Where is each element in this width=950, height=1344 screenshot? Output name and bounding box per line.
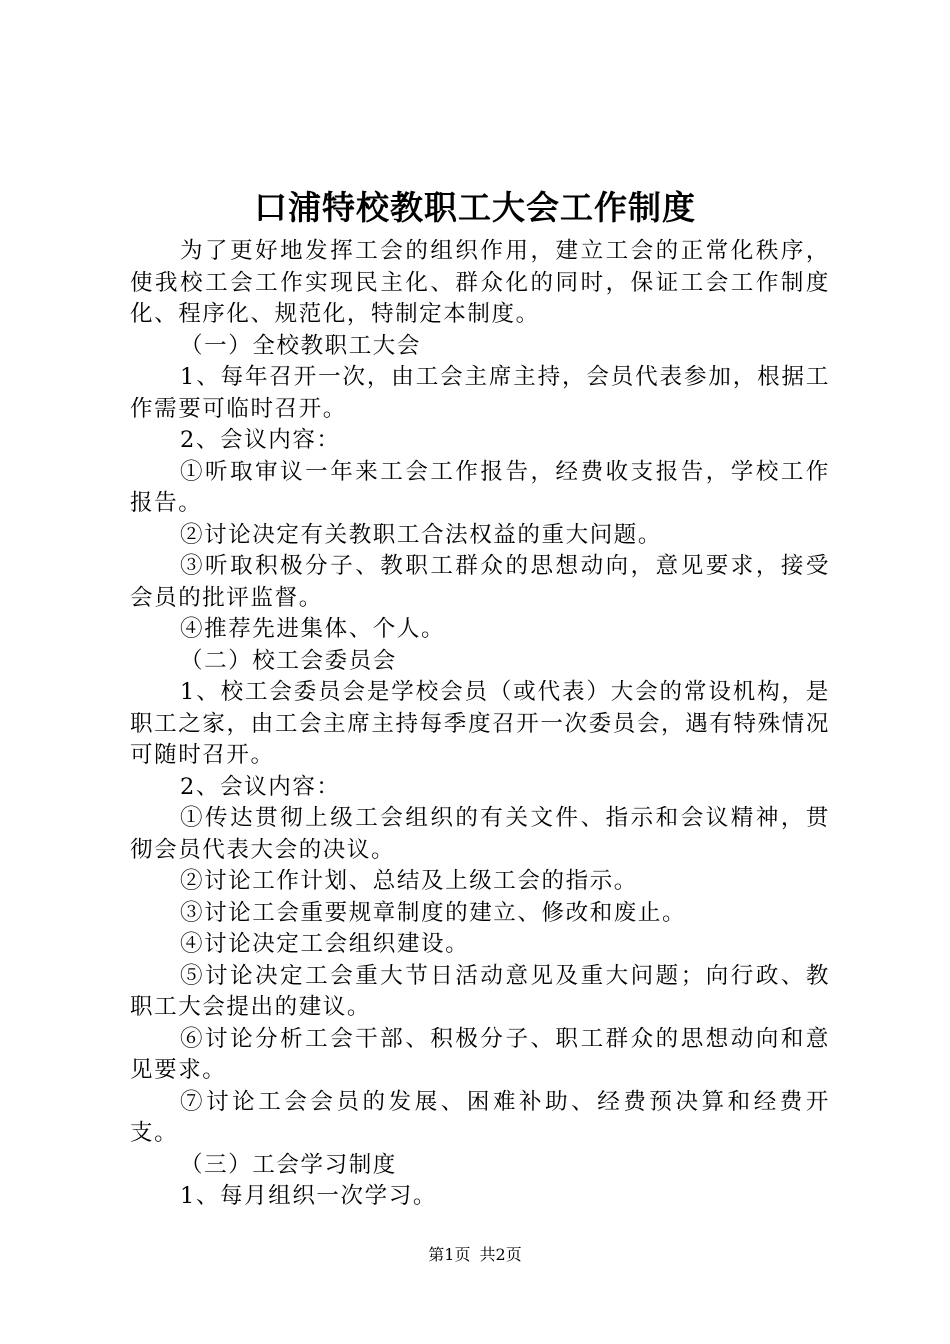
list-item: ②讨论决定有关教职工合法权益的重大问题。 [180, 521, 663, 548]
section-heading-2: （二）校工会委员会 [180, 647, 397, 674]
document-body [130, 236, 830, 1213]
list-item: ④推荐先进集体、个人。 [180, 616, 446, 642]
list-item: ②讨论工作计划、总结及上级工会的指示。 [180, 868, 638, 894]
paragraph: 1、校工会委员会是学校会员（或代表）大会的常设机构，是职工之家，由工会主席主持每季度召开一次委员会，遇有特殊情况可随时召开。 [130, 679, 830, 768]
list-item: ①传达贯彻上级工会组织的有关文件、指示和会议精神，贯彻会员代表大会的决议。 [130, 805, 830, 863]
paragraph: 1、每月组织一次学习。 [180, 1183, 437, 1209]
paragraph: 2、会议内容： [180, 773, 341, 800]
list-item: ⑦讨论工会会员的发展、困难补助、经费预决算和经费开支。 [130, 1088, 830, 1146]
paragraph: 2、会议内容： [180, 427, 341, 453]
section-heading-3: （三）工会学习制度 [180, 1151, 397, 1178]
section-heading-1: （一）全校教职工大会 [180, 332, 422, 359]
page-total: 共2页 [479, 1245, 522, 1264]
paragraph: 1、每年召开一次，由工会主席主持，会员代表参加，根据工作需要可临时召开。 [130, 364, 830, 422]
page-footer [0, 1244, 950, 1266]
list-item: ①听取审议一年来工会工作报告，经费收支报告，学校工作报告。 [130, 458, 830, 516]
list-item: ⑥讨论分析工会干部、积极分子、职工群众的思想动向和意见要求。 [130, 1025, 830, 1083]
list-item: ④讨论决定工会组织建设。 [180, 931, 470, 957]
list-item: ③讨论工会重要规章制度的建立、修改和废止。 [180, 899, 687, 926]
page-number: 第1页 [428, 1245, 471, 1264]
document-title: 口浦特校教职工大会工作制度 [254, 188, 696, 227]
intro-paragraph: 为了更好地发挥工会的组织作用，建立工会的正常化秩序，使我校工会工作实现民主化、群众化的同时，保证工会工作制度化、程序化、规范化，特制定本制度。 [130, 238, 830, 327]
list-item: ③听取积极分子、教职工群众的思想动向，意见要求，接受会员的批评监督。 [130, 553, 830, 611]
list-item: ⑤讨论决定工会重大节日活动意见及重大问题；向行政、教职工大会提出的建议。 [130, 962, 830, 1020]
